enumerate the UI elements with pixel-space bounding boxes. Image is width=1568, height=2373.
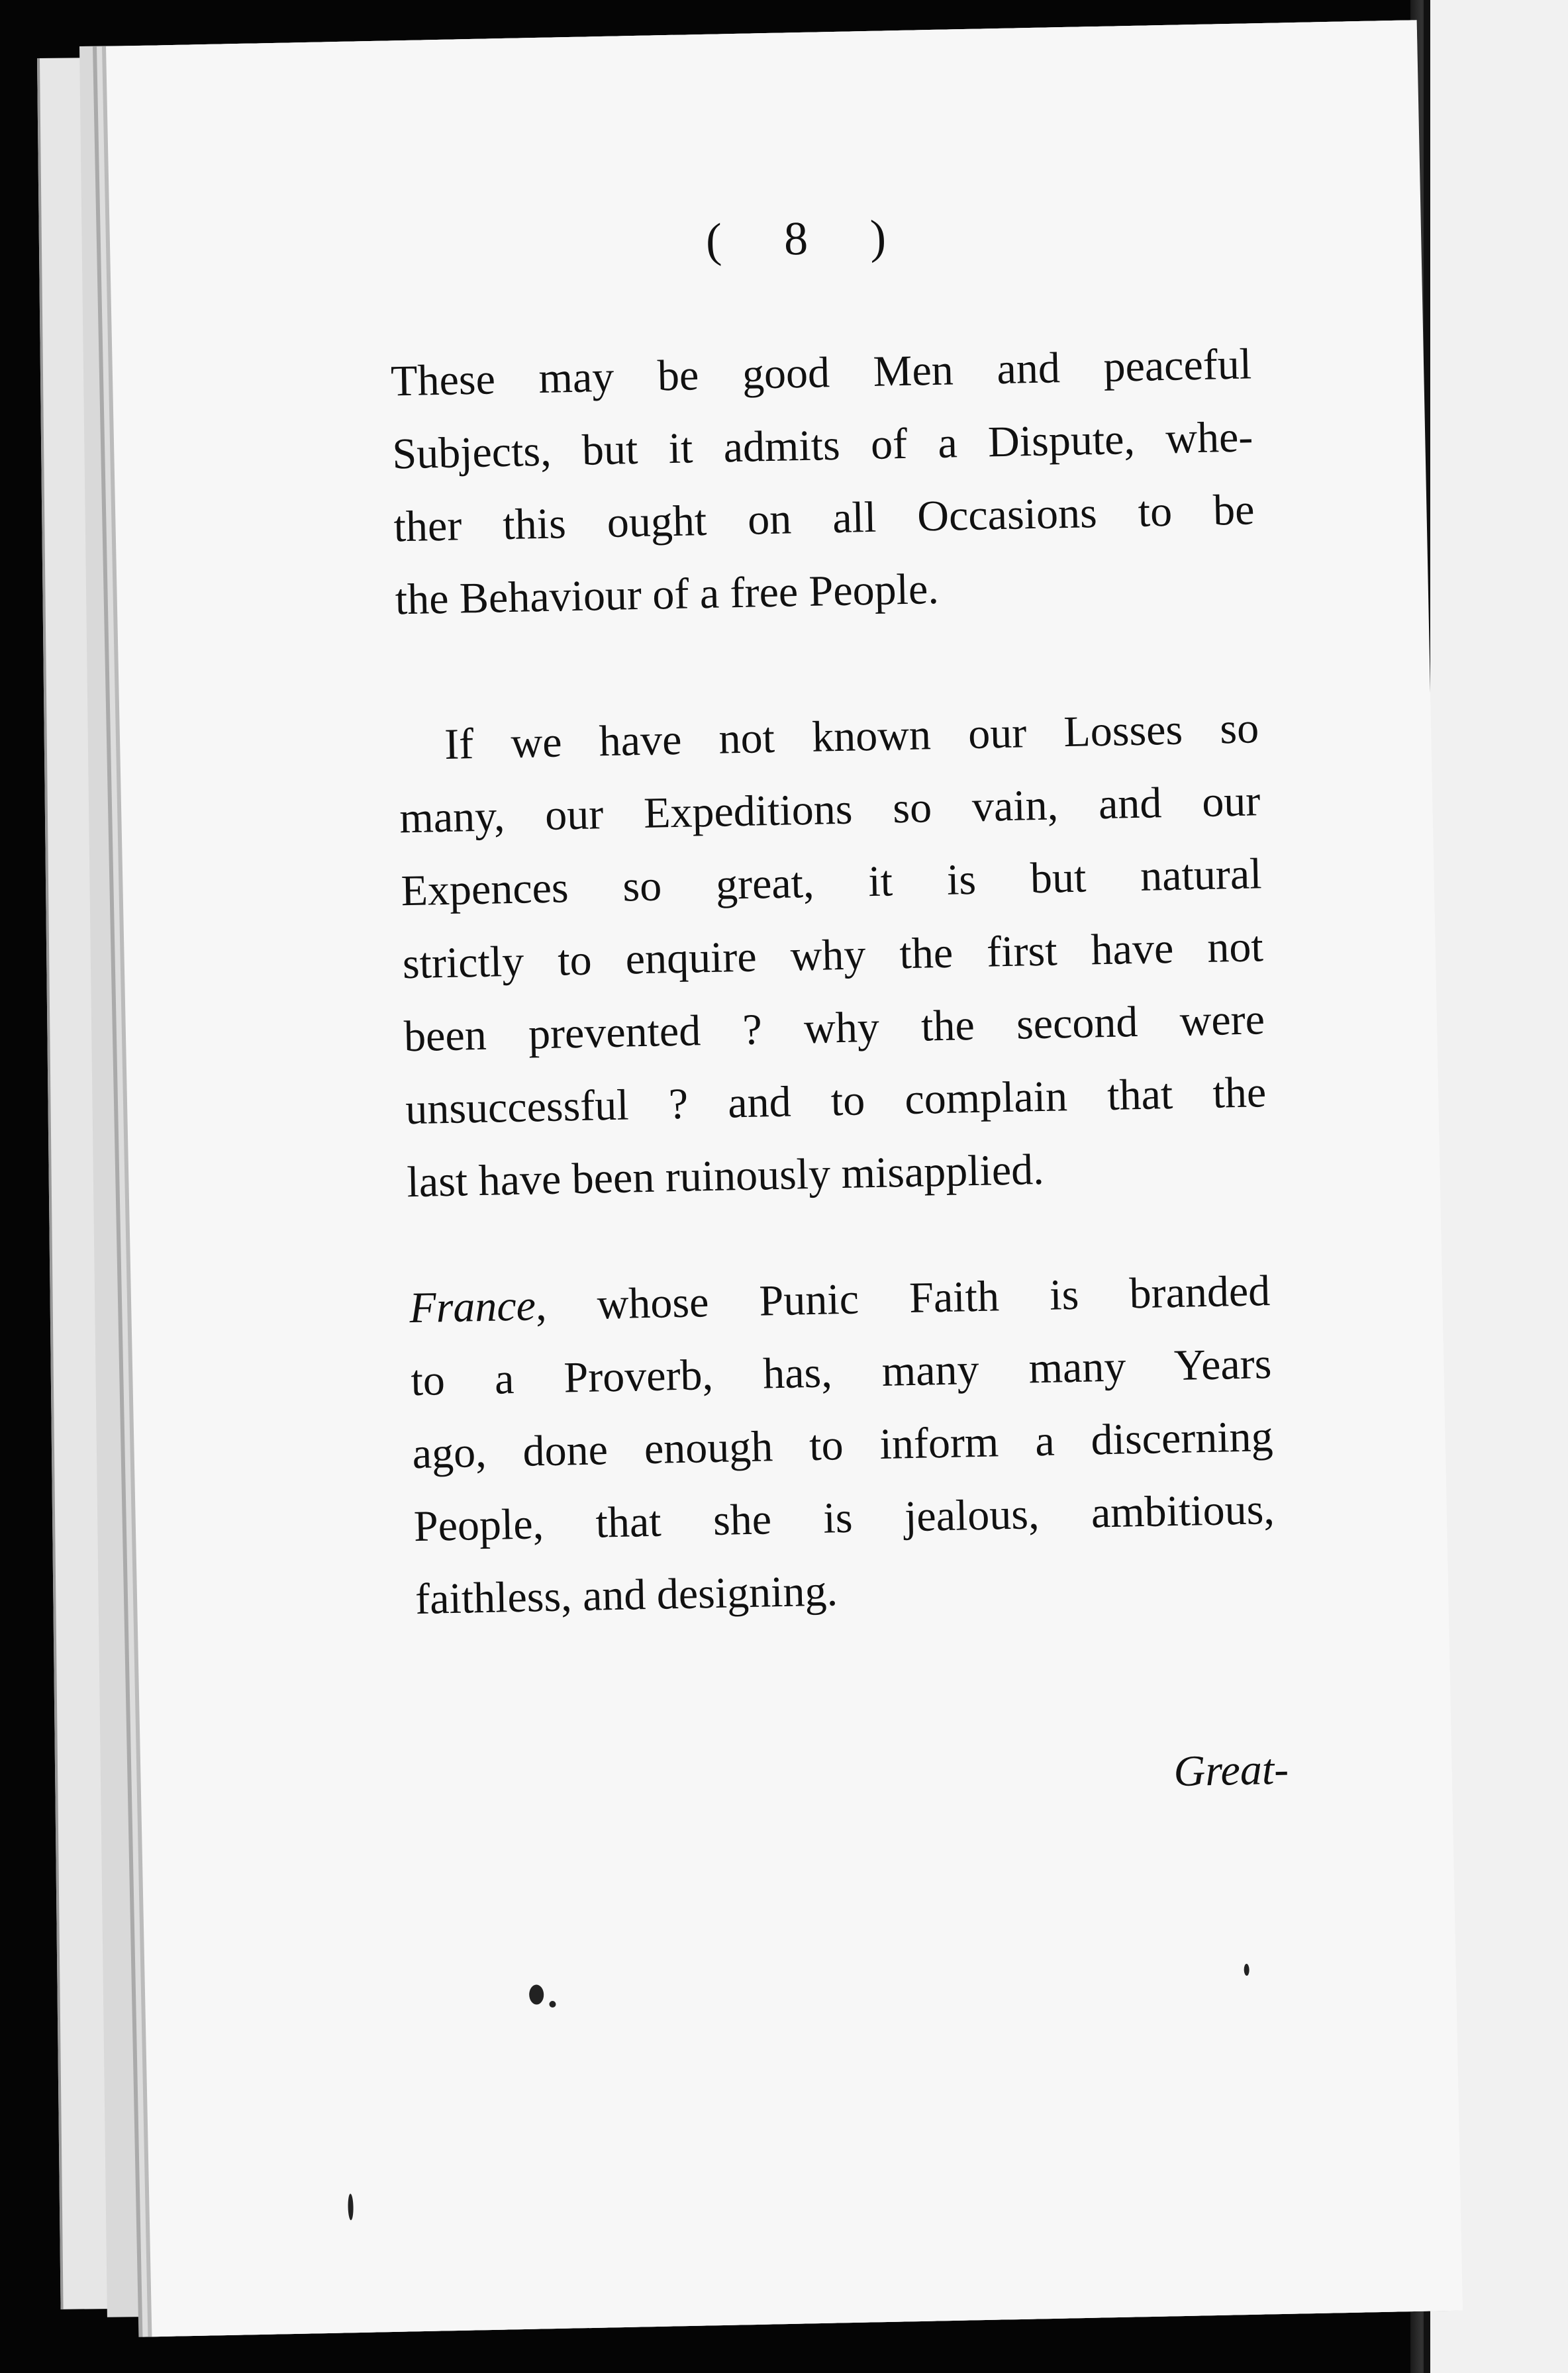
paragraph-2 xyxy=(397,692,1268,1219)
text-line: If we have not known our Losses so xyxy=(444,704,1259,769)
text-line: faithless, and designing. xyxy=(415,1567,838,1624)
text-line: Expences so great, it is but natural xyxy=(400,849,1263,916)
page-text-area xyxy=(106,20,1463,2337)
text-line: strictly to enquire why the first have not xyxy=(402,922,1264,989)
text-line: These may be good Men and peaceful xyxy=(390,340,1252,406)
text-line: France, whose Punic Faith is branded xyxy=(409,1267,1271,1333)
text-line: been prevented ? why the second were xyxy=(403,995,1265,1061)
page-number: ( 8 ) xyxy=(705,209,912,267)
text-line: last have been ruinously misapplied. xyxy=(406,1145,1045,1207)
text-line: the Behaviour of a free People. xyxy=(395,564,940,624)
text-line: to a Proverb, has, many many Years xyxy=(410,1339,1273,1406)
text-line: many, our Expeditions so vain, and our xyxy=(399,777,1261,843)
ink-speck xyxy=(529,1984,544,2004)
ink-speck xyxy=(1244,1964,1249,1976)
catchword: Great- xyxy=(1173,1745,1289,1796)
text-line: ago, done enough to inform a discerning xyxy=(412,1412,1274,1478)
text-line: Subjects, but it admits of a Dispute, whe- xyxy=(391,412,1253,479)
ink-speck xyxy=(549,2001,556,2008)
text-line: ther this ought on all Occasions to be xyxy=(393,485,1255,552)
paragraph-3 xyxy=(409,1255,1277,1636)
text-line: People, that she is jealous, ambitious, xyxy=(413,1485,1275,1551)
ink-speck xyxy=(348,2194,354,2220)
text-line: unsuccessful ? and to complain that the xyxy=(405,1068,1267,1134)
book-page xyxy=(106,20,1463,2337)
paragraph-1 xyxy=(390,328,1257,636)
